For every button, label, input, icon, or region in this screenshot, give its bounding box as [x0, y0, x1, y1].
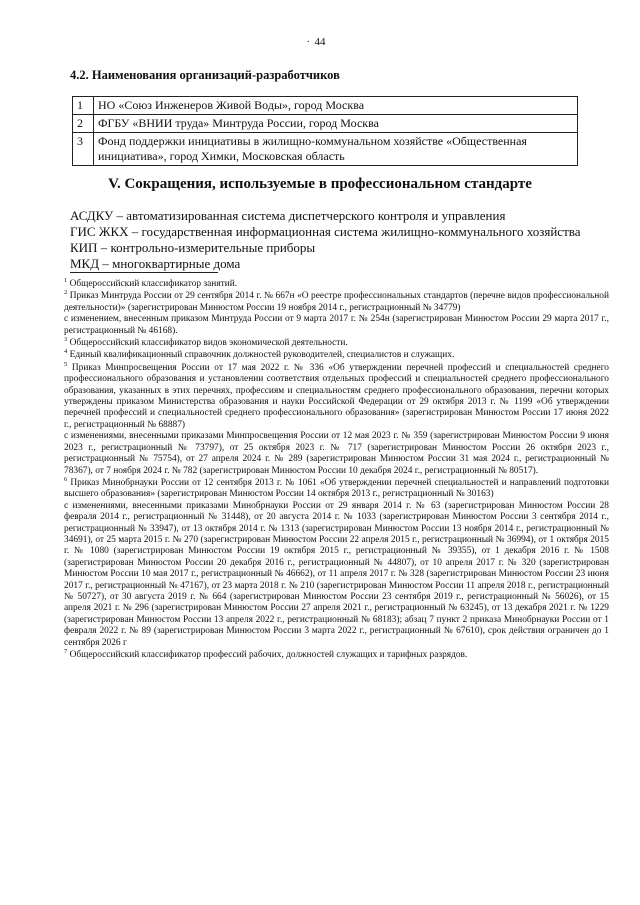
page-dot: .	[307, 34, 310, 45]
footnote-text: Общероссийский классификатор профессий рабочих, должностей служащих и тарифных разрядов.	[69, 650, 468, 660]
footnote-mark: 1	[64, 276, 68, 284]
footnotes	[64, 276, 609, 662]
row-number: 3	[73, 133, 94, 166]
footnote-mark: 2	[64, 289, 68, 297]
footnote-mark: 3	[64, 335, 68, 343]
table-row	[73, 115, 578, 133]
footnote-mark: 5	[64, 360, 68, 368]
chapter-title: V. Сокращения, используемые в профессиональном стандарте	[108, 176, 532, 192]
abbreviations-list	[70, 208, 590, 272]
footnote-extra: с изменениями, внесенными приказами Минпросвещения России от 12 мая 2023 г. № 359 (зарегистрирован Минюстом России 9 июня 2023 г., регистрационный № 73797), от 25 октября 2023 г. № 717 (зарегистрирован Минюстом России 26 октября 2023 г., регистрационный № 75754), от 27 апреля 2024 г. № 289 (зарегистрирован Минюстом России 31 мая 2024 г., регистрационный № 78367), от 7 ноября 2024 г. № 782 (зарегистрирован Минюстом России 10 декабря 2024 г., регистрационный № 80517).	[64, 431, 609, 476]
footnote-text: Общероссийский классификатор видов экономической деятельности.	[69, 338, 348, 349]
organization-name: ФГБУ «ВНИИ труда» Минтруда России, город Москва	[94, 115, 578, 133]
footnote	[64, 276, 609, 290]
footnote	[64, 360, 609, 477]
footnote	[64, 647, 609, 661]
page-number	[0, 36, 640, 48]
table-row	[73, 97, 578, 115]
footnote	[64, 350, 609, 361]
footnote-extra: с изменением, внесенным приказом Минтруда России от 9 марта 2017 г. № 254н (зарегистрирован Минюстом России 29 марта 2017 г., регистрационный № 46168).	[64, 314, 609, 336]
table-row	[73, 133, 578, 166]
footnote-mark: 7	[64, 647, 68, 655]
abbreviation-item: АСДКУ – автоматизированная система диспетчерского контроля и управления	[70, 208, 506, 223]
footnote-mark: 6	[64, 475, 68, 483]
footnote-text: Приказ Минтруда России от 29 сентября 2014 г. № 667н «О реестре профессиональных стандартов (перечне видов профессиональной деятельности)» (зарегистрирован Минюстом России 19 ноября 2014 г., регистрационный № 34779)	[64, 291, 609, 313]
footnote-extra: с изменениями, внесенными приказами Минобрнауки России от 29 января 2014 г. № 63 (зарегистрирован Минюстом России 28 февраля 2014 г., регистрационный № 31448), от 20 августа 2014 г. № 1033 (зарегистрирован Минюстом России 3 сентября 2014 г., регистрационный № 33947), от 13 октября 2014 г. № 1313 (зарегистрирован Минюстом России 13 ноября 2014 г., регистрационный № 34691), от 25 марта 2015 г. № 270 (зарегистрирован Минюстом России 22 апреля 2015 г., регистрационный № 36994), от 1 октября 2015 г. № 1080 (зарегистрирован Минюстом России 19 октября 2015 г., регистрационный № 39355), от 1 декабря 2016 г. № 1508 (зарегистрирован Минюстом России 20 декабря 2016 г., регистрационный № 44807), от 10 апреля 2017 г. № 320 (зарегистрирован Минюстом России 10 мая 2017 г., регистрационный № 46662), от 11 апреля 2017 г. № 328 (зарегистрирован Минюстом России 23 июня 2017 г., регистрационный № 47167), от 23 марта 2018 г. № 210 (зарегистрирован Минюстом России 11 апреля 2018 г., регистрационный № 50727), от 30 августа 2019 г. № 664 (зарегистрирован Минюстом России 23 сентября 2019 г., регистрационный № 56026), от 15 апреля 2021 г. № 296 (зарегистрирован Минюстом России 27 апреля 2021 г., регистрационный № 63245), от 13 декабря 2021 г. № 1229 (зарегистрирован Минюстом России 13 апреля 2022 г., регистрационный № 68183); абзац 7 пункт 2 приказа Минобрнауки России от 1 февраля 2022 г. № 89 (зарегистрирован Минюстом России 3 марта 2022 г., регистрационный № 67610), срок действия ограничен до 1 сентября 2026 г	[64, 500, 609, 648]
row-number: 2	[73, 115, 94, 133]
footnote	[64, 475, 609, 649]
section-heading-developers: 4.2. Наименования организаций-разработчиков	[70, 68, 340, 82]
footnote	[64, 335, 609, 349]
footnote-separator	[70, 272, 218, 273]
organization-name: Фонд поддержки инициативы в жилищно-коммунальном хозяйстве «Общественная инициатива», город Химки, Московская область	[94, 133, 578, 166]
footnote-text: Единый квалификационный справочник должностей руководителей, специалистов и служащих.	[69, 350, 455, 361]
footnote	[64, 291, 609, 337]
developers-table	[72, 96, 578, 166]
abbreviation-item: КИП – контрольно-измерительные приборы	[70, 240, 316, 255]
footnote-mark: 4	[64, 348, 68, 356]
footnote-text: Приказ Минобрнауки России от 12 сентября 2013 г. № 1061 «Об утверждении перечней специальностей и направлений подготовки высшего образования» (зарегистрирован Минюстом России 14 октября 2013 г., регистрационный № 30163)	[64, 477, 609, 500]
footnote-text: Общероссийский классификатор занятий.	[69, 279, 238, 289]
organization-name: НО «Союз Инженеров Живой Воды», город Москва	[94, 97, 578, 115]
page-number-value: 44	[314, 36, 326, 48]
abbreviation-item: ГИС ЖКХ – государственная информационная система жилищно-коммунального хозяйства	[70, 224, 581, 239]
row-number: 1	[73, 97, 94, 115]
footnote-text: Приказ Минпросвещения России от 17 мая 2022 г. № 336 «Об утверждении перечней профессий и специальностей среднего профессионального образования и установлении соответствия отдельных профессий и специальностей среднего профессионального образования, указанных в этих перечнях, профессиям и специальностям среднего профессионального образования, перечни которых утверждены приказом Министерства образования и науки Российской Федерации от 29 октября 2013 г. № 1199 «Об утверждении перечней профессий и специальностей среднего профессионального образования» (зарегистрирован Минюстом России 17 июня 2022 г., регистрационный № 68887)	[64, 362, 609, 430]
abbreviation-item: МКД – многоквартирные дома	[70, 256, 241, 271]
